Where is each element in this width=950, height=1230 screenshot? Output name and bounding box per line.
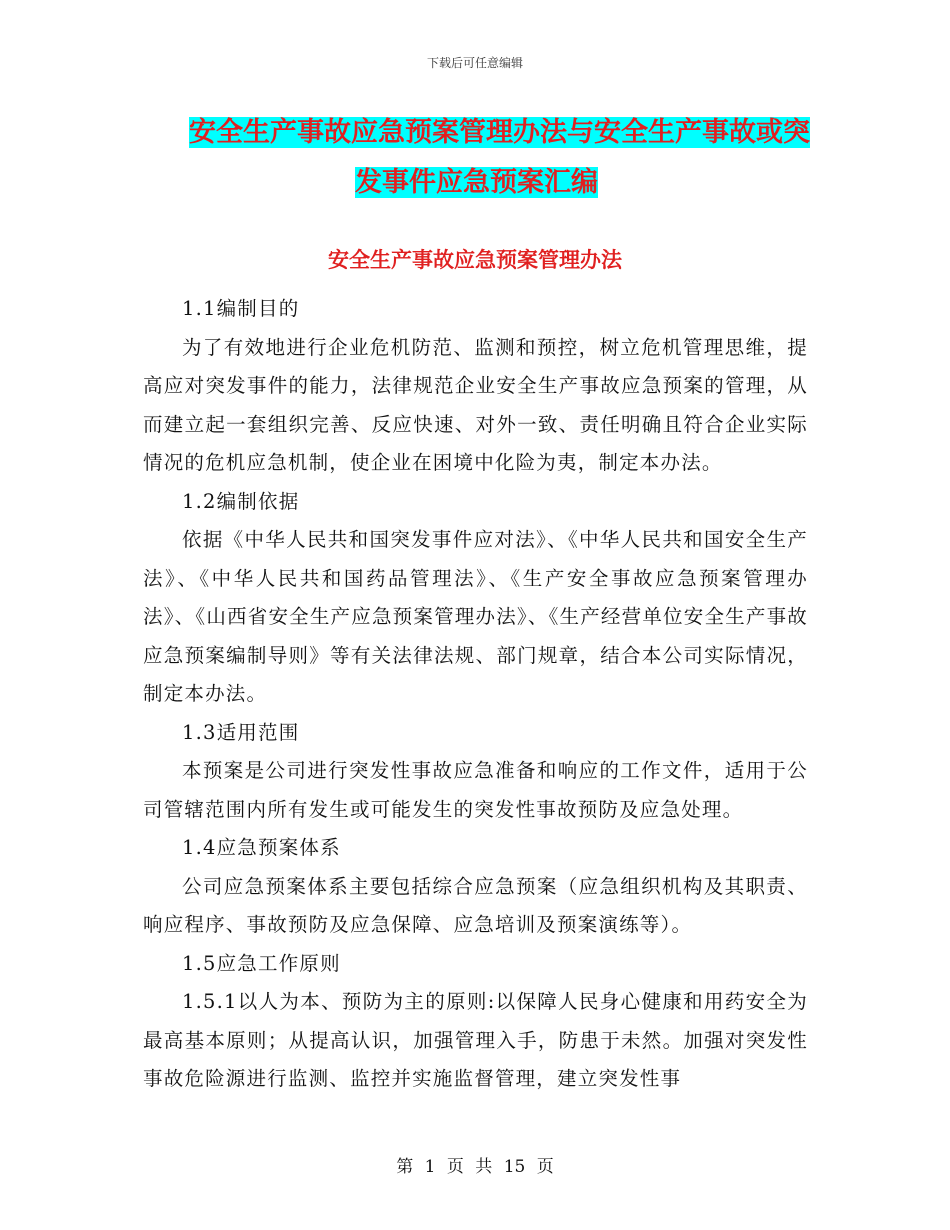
main-title-line-1-text: 安全生产事故应急预案管理办法与安全生产事故或突 [189, 117, 810, 148]
heading-1-2: 1.2编制依据 [182, 489, 300, 513]
main-title [140, 108, 810, 208]
main-title-line-1 [140, 108, 810, 158]
heading-1-3: 1.3适用范围 [182, 720, 300, 744]
paragraph-1-1: 为了有效地进行企业危机防范、监测和预控，树立危机管理思维，提高应对突发事件的能力，法律规范企业安全生产事故应急预案的管理，从而建立起一套组织完善、反应快速、对外一致、责任明确且符合企业实际情况的危机应急机制，使企业在困境中化险为夷，制定本办法。 [143, 335, 808, 474]
main-title-line-2-text: 发事件应急预案汇编 [355, 167, 598, 198]
heading-1-5: 1.5应急工作原则 [182, 951, 341, 975]
paragraph-1-2: 依据《中华人民共和国突发事件应对法》、《中华人民共和国安全生产法》、《中华人民共和国药品管理法》、《生产安全事故应急预案管理办法》、《山西省安全生产应急预案管理办法》、《生产经营单位安全生产事故应急预案编制导则》等有关法律法规、部门规章，结合本公司实际情况，制定本办法。 [143, 528, 808, 705]
page-footer: 第 1 页 共 15 页 [396, 1157, 554, 1177]
heading-1-4: 1.4应急预案体系 [182, 836, 341, 859]
paragraph-1-5-1: 1.5.1以人为本、预防为主的原则:以保障人民身心健康和用药安全为最高基本原则；从提高认识，加强管理入手，防患于未然。加强对突发性事故危险源进行监测、监控并实施监督管理，建立突发性事 [143, 990, 808, 1090]
header-note: 下载后可任意编辑 [426, 56, 523, 70]
body-text [143, 290, 808, 1099]
main-title-line-2 [140, 158, 810, 208]
paragraph-1-3: 本预案是公司进行突发性事故应急准备和响应的工作文件，适用于公司管辖范围内所有发生或可能发生的突发性事故预防及应急处理。 [143, 759, 808, 821]
heading-1-1: 1.1编制目的 [182, 297, 300, 320]
paragraph-1-4: 公司应急预案体系主要包括综合应急预案（应急组织机构及其职责、响应程序、事故预防及应急保障、应急培训及预案演练等）。 [143, 874, 808, 936]
section-title: 安全生产事故应急预案管理办法 [328, 248, 622, 272]
